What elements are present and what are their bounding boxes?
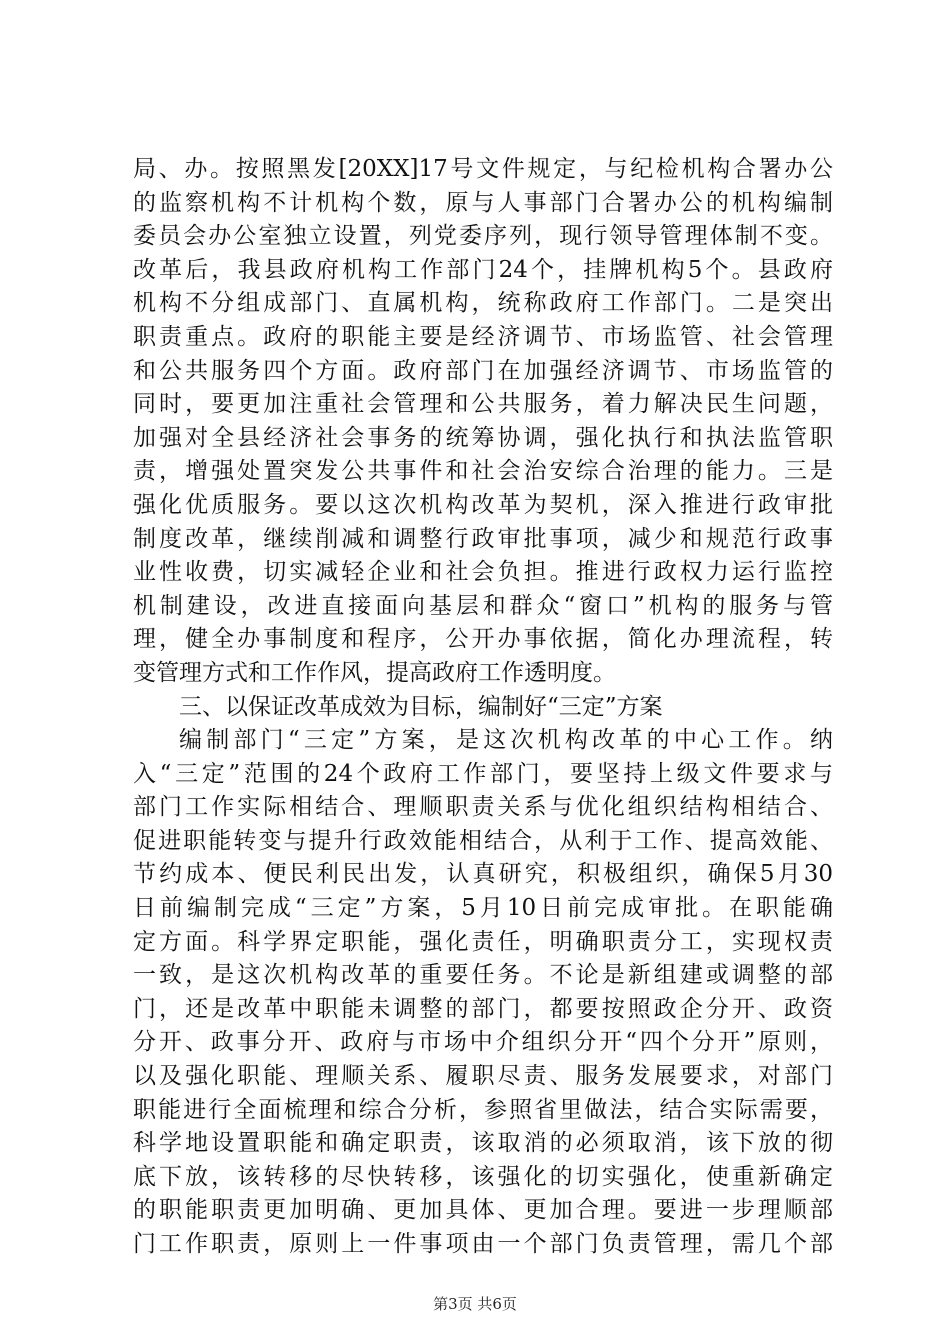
text-line: 定方面。科学界定职能，强化责任，明确职责分工，实现权责	[133, 928, 833, 955]
text-line: 的监察机构不计机构个数，原与人事部门合署办公的机构编制	[133, 189, 833, 216]
text-line: 强化优质服务。要以这次机构改革为契机，深入推进行政审批	[133, 491, 833, 518]
text-line: 职能进行全面梳理和综合分析，参照省里做法，结合实际需要，	[133, 1096, 833, 1123]
text-line: 和公共服务四个方面。政府部门在加强经济调节、市场监管的	[133, 357, 833, 384]
text-line: 加强对全县经济社会事务的统筹协调，强化执行和执法监管职	[133, 424, 833, 451]
text-line: 节约成本、便民利民出发，认真研究，积极组织，确保5月30	[133, 861, 833, 888]
text-line: 变管理方式和工作作风，提高政府工作透明度。	[133, 659, 616, 686]
text-line: 同时，要更加注重社会管理和公共服务，着力解决民生问题，	[133, 391, 833, 418]
text-line: 理，健全办事制度和程序，公开办事依据，简化办理流程，转	[133, 626, 833, 653]
text-line: 责，增强处置突发公共事件和社会治安综合治理的能力。三是	[133, 458, 833, 485]
text-line: 部门工作实际相结合、理顺职责关系与优化组织结构相结合、	[133, 794, 833, 821]
text-line: 委员会办公室独立设置，列党委序列，现行领导管理体制不变。	[133, 223, 833, 250]
text-line: 职责重点。政府的职能主要是经济调节、市场监管、社会管理	[133, 323, 833, 350]
text-line: 以及强化职能、理顺关系、履职尽责、服务发展要求，对部门	[133, 1063, 833, 1090]
text-line: 业性收费，切实减轻企业和社会负担。推进行政权力运行监控	[133, 559, 833, 586]
text-line: 门工作职责，原则上一件事项由一个部门负责管理，需几个部	[133, 1231, 833, 1257]
text-line: 门，还是改革中职能未调整的部门，都要按照政企分开、政资	[133, 995, 833, 1022]
text-line: 局、办。按照黑发[20XX]17号文件规定，与纪检机构合署办公	[133, 156, 833, 182]
text-line: 底下放，该转移的尽快转移，该强化的切实强化，使重新确定	[133, 1163, 833, 1190]
text-line: 入“三定”范围的24个政府工作部门，要坚持上级文件要求与	[133, 760, 833, 787]
section-heading: 三、以保证改革成效为目标，编制好“三定”方案	[179, 693, 663, 720]
text-line: 科学地设置职能和确定职责，该取消的必须取消，该下放的彻	[133, 1130, 833, 1157]
text-line: 编制部门“三定”方案，是这次机构改革的中心工作。纳	[179, 727, 833, 754]
page-number-footer: 第3页 共6页	[433, 1295, 517, 1313]
text-line: 机制建设，改进直接面向基层和群众“窗口”机构的服务与管	[133, 592, 833, 619]
text-line: 改革后，我县政府机构工作部门24个，挂牌机构5个。县政府	[133, 256, 833, 283]
text-line: 机构不分组成部门、直属机构，统称政府工作部门。二是突出	[133, 290, 833, 317]
text-line: 一致，是这次机构改革的重要任务。不论是新组建或调整的部	[133, 962, 833, 989]
document-body	[133, 153, 833, 1262]
text-line: 制度改革，继续削减和调整行政审批事项，减少和规范行政事	[133, 525, 833, 552]
text-line: 的职能职责更加明确、更加具体、更加合理。要进一步理顺部	[133, 1197, 833, 1224]
text-line: 分开、政事分开、政府与市场中介组织分开“四个分开”原则，	[133, 1029, 833, 1056]
text-line: 日前编制完成“三定”方案，5月10日前完成审批。在职能确	[133, 895, 833, 922]
text-line: 促进职能转变与提升行政效能相结合，从利于工作、提高效能、	[133, 827, 833, 854]
